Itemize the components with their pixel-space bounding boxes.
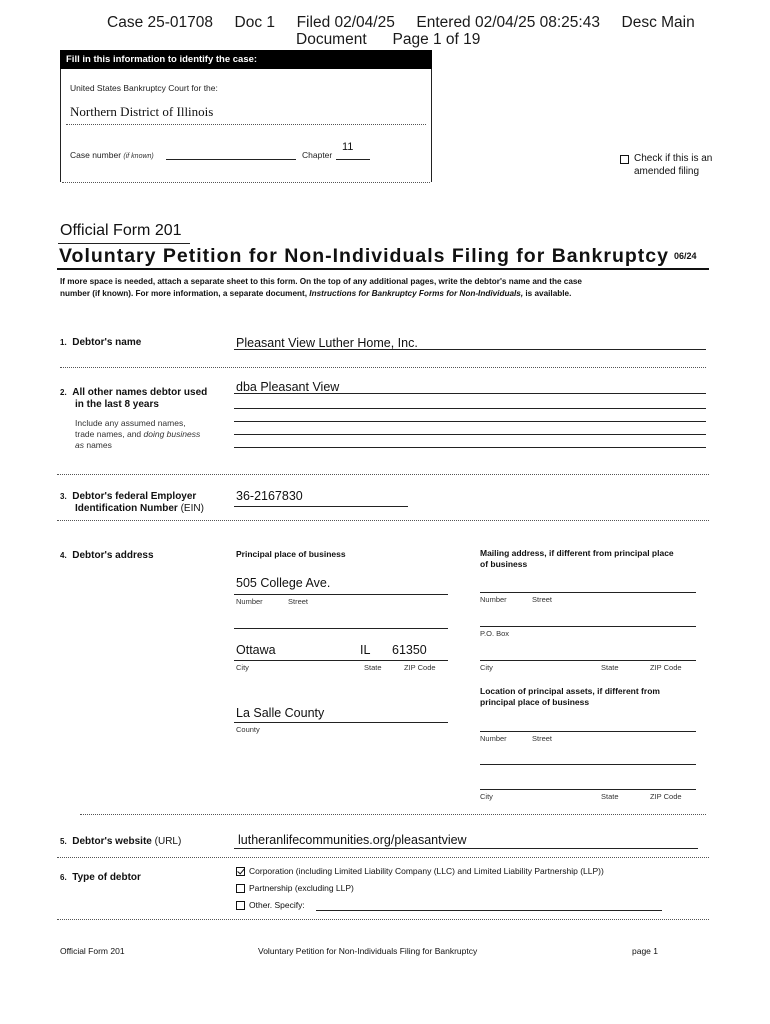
q2-sub-3: as <box>75 440 84 450</box>
ein-line <box>234 506 408 507</box>
footer-page: page 1 <box>632 946 658 956</box>
website-value[interactable]: lutheranlifecommunities.org/pleasantview <box>238 833 467 847</box>
case-number-header: Case 25-01708 <box>107 14 213 31</box>
other-names-line5 <box>234 447 706 448</box>
partnership-checkbox[interactable] <box>236 884 245 893</box>
po-box-label: P.O. Box <box>480 629 510 638</box>
location-heading <box>480 686 660 708</box>
other-names-value[interactable]: dba Pleasant View <box>236 380 340 394</box>
q1-separator <box>60 367 706 368</box>
mailing-city-line <box>480 660 696 661</box>
debtor-type-partnership[interactable] <box>236 883 354 893</box>
q3-text-1: Debtor's federal Employer <box>72 491 197 502</box>
entered-date: Entered 02/04/25 08:25:43 <box>416 14 600 31</box>
website-line <box>234 848 698 849</box>
district-value: Northern District of Illinois <box>70 104 214 119</box>
q5-text: Debtor's website <box>72 836 152 847</box>
mailing-city-label: City <box>480 663 493 672</box>
county-label: County <box>236 725 260 734</box>
q3-label <box>60 491 204 515</box>
instructions-line1: If more space is needed, attach a separate sheet to this form. On the top of any additional pages, write the debtor's name and the case <box>60 277 582 286</box>
doc-number: Doc 1 <box>234 14 276 31</box>
other-specify-line <box>316 910 662 911</box>
county-value[interactable]: La Salle County <box>236 706 325 720</box>
q2-separator <box>57 474 709 475</box>
mailing-zip-label: ZIP Code <box>650 663 682 672</box>
case-number-label: Case number <box>70 150 122 160</box>
debtor-type-corporation[interactable] <box>236 866 604 876</box>
mailing-street-label: Street <box>532 595 553 604</box>
principal-zip-value[interactable]: 61350 <box>392 643 427 657</box>
instructions-part-c: is available. <box>523 289 572 298</box>
filing-header-line2 <box>296 31 480 49</box>
case-number-field <box>70 150 154 160</box>
mailing-number-label: Number <box>480 595 507 604</box>
chapter-line <box>336 159 370 160</box>
q1-label <box>60 337 141 348</box>
mailing-heading-2: of business <box>480 559 528 569</box>
q5-text-url: (URL) <box>151 836 182 847</box>
q4-label <box>60 550 154 561</box>
form-version: 06/24 <box>674 251 697 261</box>
location-heading-2: principal place of business <box>480 697 590 707</box>
instructions-doc-title: Instructions for Bankruptcy Forms for Non-Individuals, <box>309 289 524 298</box>
corporation-label: Corporation (including Limited Liability Company (LLC) and Limited Liability Partnership (LLP)) <box>249 866 604 876</box>
q3-separator <box>57 520 709 521</box>
mailing-heading <box>480 548 674 570</box>
q3-number: 3. <box>60 492 67 501</box>
debtor-name-value[interactable]: Pleasant View Luther Home, Inc. <box>236 336 418 350</box>
q5-number: 5. <box>60 837 67 846</box>
q6-text: Type of debtor <box>72 872 141 883</box>
q3-text-2: Identification Number <box>75 503 178 514</box>
location-number-label: Number <box>480 734 507 743</box>
amended-label <box>634 152 712 178</box>
q2-sub-2a: trade names, and <box>75 429 144 439</box>
location-street-label: Street <box>532 734 553 743</box>
case-number-hint: (if known) <box>123 153 154 160</box>
other-names-line4 <box>234 434 706 435</box>
county-line <box>234 722 448 723</box>
principal-street-label: Street <box>288 597 309 606</box>
principal-street-line <box>234 594 448 595</box>
form-number-underline <box>58 243 190 244</box>
q2-number: 2. <box>60 388 67 397</box>
other-names-line1 <box>234 393 706 394</box>
principal-street-value[interactable]: 505 College Ave. <box>236 576 331 590</box>
other-checkbox[interactable] <box>236 901 245 910</box>
q2-text-2: in the last 8 years <box>75 399 159 410</box>
principal-heading: Principal place of business <box>236 549 346 559</box>
q2-sub-2b: doing business <box>143 429 201 439</box>
instructions-part-a: number (if known). For more information, a separate document, <box>60 289 310 298</box>
partnership-label: Partnership (excluding LLP) <box>249 883 354 893</box>
amended-checkbox-area[interactable] <box>620 151 633 169</box>
desc-main: Desc Main <box>621 14 695 31</box>
chapter-value: 11 <box>342 141 354 153</box>
q5-separator <box>57 857 709 858</box>
footer-form: Official Form 201 <box>60 946 125 956</box>
principal-city-label: City <box>236 663 249 672</box>
instructions-line2 <box>60 288 582 300</box>
corporation-checkbox[interactable] <box>236 867 245 876</box>
amended-checkbox[interactable] <box>620 155 629 164</box>
filed-date: Filed 02/04/25 <box>296 14 395 31</box>
location-city-label: City <box>480 792 493 801</box>
filing-header-line1 <box>107 14 695 32</box>
q6-number: 6. <box>60 873 67 882</box>
principal-state-value[interactable]: IL <box>360 643 371 657</box>
location-state-label: State <box>601 792 619 801</box>
location-zip-label: ZIP Code <box>650 792 682 801</box>
form-number: Official Form 201 <box>60 222 182 239</box>
q2-sub-3b: names <box>83 440 112 450</box>
mailing-heading-1: Mailing address, if different from principal place <box>480 548 674 558</box>
page-count: Page 1 of 19 <box>392 31 481 48</box>
court-label: United States Bankruptcy Court for the: <box>70 83 218 93</box>
principal-city-line <box>234 660 448 661</box>
location-heading-1: Location of principal assets, if different from <box>480 686 660 696</box>
form-title: Voluntary Petition for Non-Individuals Filing for Bankruptcy <box>59 245 669 267</box>
q4-number: 4. <box>60 551 67 560</box>
q2-label <box>60 387 207 411</box>
q5-label <box>60 836 181 847</box>
q3-text-ein: (EIN) <box>177 503 204 514</box>
debtor-name-line <box>234 349 706 350</box>
principal-zip-label: ZIP Code <box>404 663 436 672</box>
case-number-line <box>166 159 296 160</box>
q2-sub-1: Include any assumed names, <box>75 418 186 428</box>
document-label: Document <box>296 31 367 48</box>
principal-number-label: Number <box>236 597 263 606</box>
other-names-line2 <box>234 408 706 409</box>
q2-text-1: All other names debtor used <box>72 387 208 398</box>
case-box-bottom <box>62 182 430 183</box>
principal-street2-line <box>234 628 448 629</box>
mailing-pobox-line <box>480 626 696 627</box>
title-rule <box>57 268 709 270</box>
q1-number: 1. <box>60 338 67 347</box>
mailing-state-label: State <box>601 663 619 672</box>
principal-state-label: State <box>364 663 382 672</box>
q6-separator <box>57 919 709 920</box>
location-street2-line <box>480 764 696 765</box>
footer-title: Voluntary Petition for Non-Individuals Filing for Bankruptcy <box>258 946 478 956</box>
ein-value[interactable]: 36-2167830 <box>236 489 303 503</box>
debtor-type-other[interactable] <box>236 900 305 910</box>
chapter-label: Chapter <box>302 150 333 160</box>
other-names-line3 <box>234 421 706 422</box>
mailing-street-line <box>480 592 696 593</box>
case-box-title: Fill in this information to identify the case: <box>60 50 432 69</box>
amended-line1: Check if this is an <box>634 153 713 164</box>
q4-text: Debtor's address <box>72 550 154 561</box>
q4-separator <box>80 814 706 815</box>
other-label: Other. Specify: <box>249 900 305 910</box>
district-line <box>66 124 426 125</box>
principal-city-value[interactable]: Ottawa <box>236 643 276 657</box>
q1-text: Debtor's name <box>72 337 142 348</box>
form-instructions <box>60 276 582 300</box>
location-city-line <box>480 789 696 790</box>
q6-label <box>60 872 141 883</box>
location-street-line <box>480 731 696 732</box>
amended-line2: amended filing <box>634 166 700 177</box>
q2-subtext <box>75 418 200 451</box>
